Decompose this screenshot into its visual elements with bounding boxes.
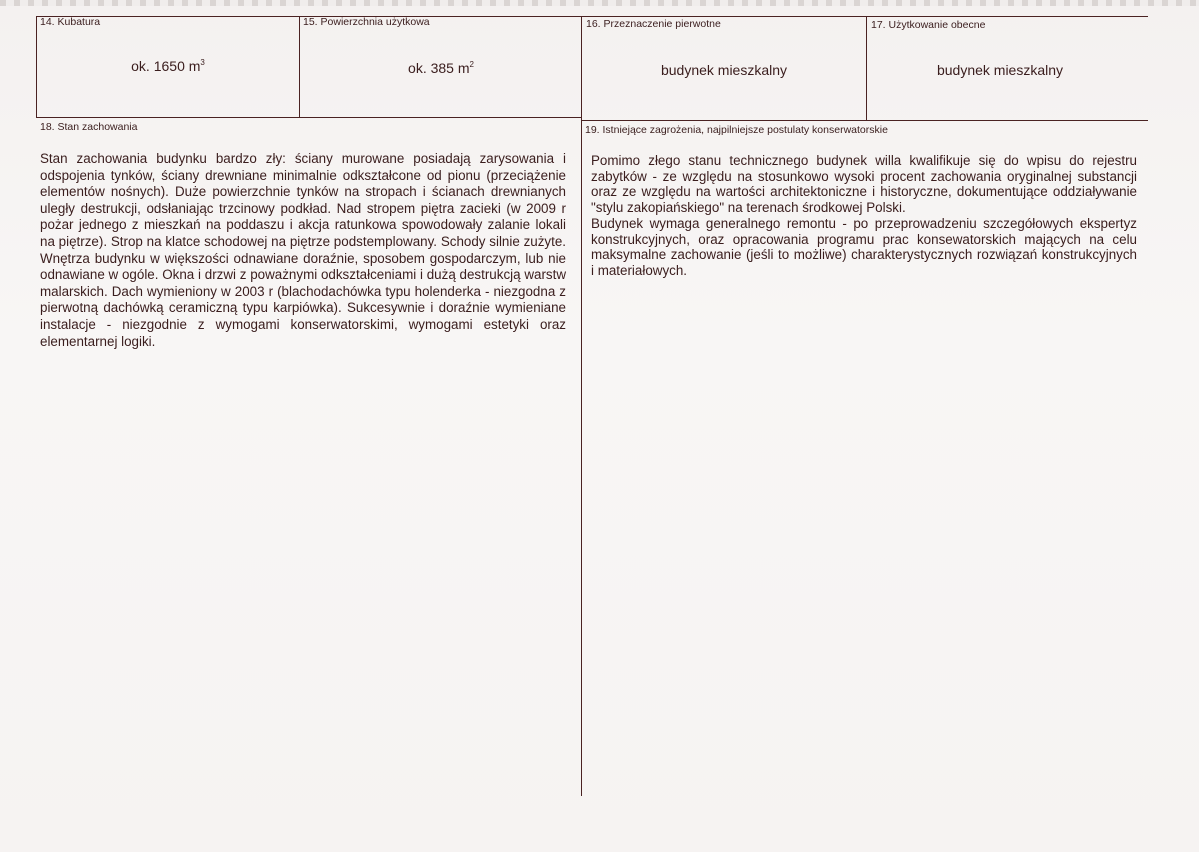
field-15-unit-exponent: 2: [469, 60, 474, 69]
field-15-value-text: ok. 385 m: [408, 60, 470, 76]
field-19-label: 19. Istniejące zagrożenia, najpilniejsze postulaty konserwatorskie: [585, 124, 888, 136]
field-14-label: 14. Kubatura: [40, 16, 101, 28]
field-14-value: [37, 58, 299, 74]
middle-rule-left: [36, 117, 582, 118]
field-14-unit-exponent: 3: [200, 58, 205, 67]
top-rule: [36, 16, 1148, 17]
field-16-value: budynek mieszkalny: [660, 62, 788, 78]
paper-top-edge: [0, 0, 1199, 6]
field-15-label: 15. Powierzchnia użytkowa: [303, 16, 430, 28]
field-19-paragraph-2: Budynek wymaga generalnego remontu - po przeprowadzeniu szczegółowych ekspertyz konstrukcyjnych, oraz opracowania programu prac konsewatorskich mających na celu maksymalne zachowanie (jeśli to możliwe) charakterystycznych rozwiązań konstrukcyjnych i materiałowych.: [591, 215, 1137, 278]
field-18-label: 18. Stan zachowania: [40, 121, 138, 133]
divider-3: [581, 16, 582, 796]
field-19-text: [591, 153, 1137, 279]
field-18-text: [40, 151, 566, 350]
field-15-value: [300, 60, 582, 76]
field-16-label: 16. Przeznaczenie pierwotne: [586, 18, 721, 30]
field-14-value-text: ok. 1650 m: [131, 58, 201, 74]
field-18-paragraph: Stan zachowania budynku bardzo zły: ściany murowane posiadają zarysowania i odspojenia tynków, ściany drewniane minimalnie odkształcone od pionu (przeciążenie elementów nośnych). Duże powierzchnie tynków na stropach i ścianach drewnianych uległy destrukcji, odsłaniając trzcinowy podkład. Nad stropem piętra zacieki (w 2009 r pożar jednego z mieszkań na poddaszu i akcja ratunkowa spowodowały zalanie lokali na piętrze). Strop na klatce schodowej na piętrze podstemplowany. Schody silnie zużyte. Wnętrza budynku w większości odnawiane doraźnie, sposobem gospodarczym, lub nie odnawiane w ogóle. Okna i drzwi z poważnymi odkształceniami i dużą destrukcją warstw malarskich. Dach wymieniony w 2003 r (blachodachówka typu holenderka - niezgodna z pierwotną dachówką ceramiczną typu karpiówka). Sukcesywnie i doraźnie wymieniane instalacje - niezgodnie z wymogami konserwatorskimi, wymogami estetyki oraz elementarnej logiki.: [40, 151, 566, 349]
field-17-label: 17. Użytkowanie obecne: [871, 19, 986, 31]
middle-rule-right: [582, 120, 1148, 121]
field-17-value: budynek mieszkalny: [936, 62, 1064, 78]
field-19-paragraph-1: Pomimo złego stanu technicznego budynek willa kwalifikuje się do wpisu do rejestru zabytków - ze względu na stosunkowo wysoki procent zachowania oryginalnej substancji oraz ze względu na wartości architektoniczne i historyczne, dokumentujące oddziaływanie "stylu zakopiańskiego" na terenach środkowej Polski.: [591, 153, 1137, 216]
